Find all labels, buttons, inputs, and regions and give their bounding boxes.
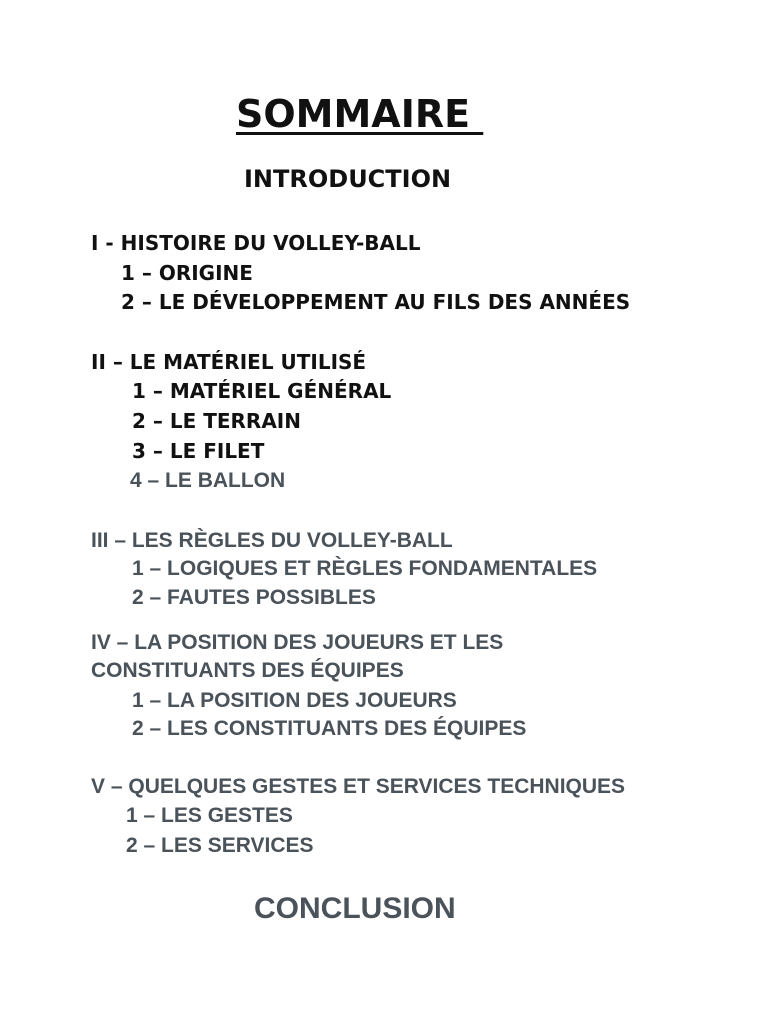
section-heading-5: V – QUELQUES GESTES ET SERVICES TECHNIQUES [91,775,626,798]
section-4-item-2: 2 – LES CONSTITUANTS DES ÉQUIPES [132,717,527,740]
section-2-item-2: 2 – LE TERRAIN [132,409,301,433]
section-heading-4-line-2: CONSTITUANTS DES ÉQUIPES [91,659,404,682]
section-heading-4-line-1: IV – LA POSITION DES JOUEURS ET LES [91,631,504,654]
conclusion-heading: CONCLUSION [254,892,456,925]
section-heading-1: I - HISTOIRE DU VOLLEY-BALL [91,231,421,255]
section-5-item-1: 1 – LES GESTES [126,804,293,827]
section-2-item-1: 1 – MATÉRIEL GÉNÉRAL [132,379,392,403]
page-title: SOMMAIRE [236,92,484,136]
section-heading-3: III – LES RÈGLES DU VOLLEY-BALL [91,529,453,552]
section-5-item-2: 2 – LES SERVICES [126,834,314,857]
introduction-heading: INTRODUCTION [244,165,452,193]
section-heading-2: II – LE MATÉRIEL UTILISÉ [91,350,367,374]
section-1-item-2: 2 – LE DÉVELOPPEMENT AU FILS DES ANNÉES [121,290,631,314]
section-2-item-3: 3 – LE FILET [132,439,265,463]
section-1-item-1: 1 – ORIGINE [121,261,253,285]
section-3-item-2: 2 – FAUTES POSSIBLES [132,586,376,609]
section-2-item-4: 4 – LE BALLON [130,469,286,492]
section-3-item-1: 1 – LOGIQUES ET RÈGLES FONDAMENTALES [132,557,598,580]
section-4-item-1: 1 – LA POSITION DES JOUEURS [132,689,457,712]
